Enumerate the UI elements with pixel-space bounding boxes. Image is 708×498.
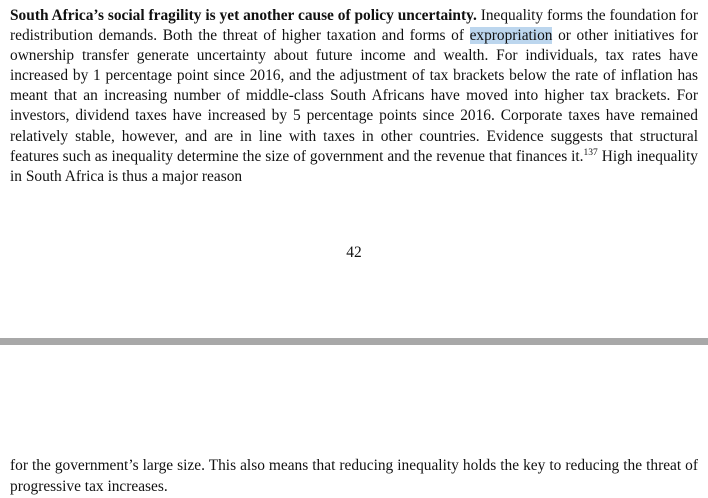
- lead-sentence: South Africa’s social fragility is yet another cause of policy uncertainty.: [10, 7, 477, 24]
- paragraph-text: High inequality in South Africa is thus a major reason: [10, 147, 698, 185]
- footnote-reference[interactable]: 137: [583, 147, 598, 158]
- paragraph-continuation: for the government’s large size. This also means that reducing inequality holds the key to reducing the threat of progressive tax increases.: [10, 457, 698, 495]
- paragraph-text: or other initiatives for ownership transfer generate uncertainty about future income and wealth. For individuals, tax rates have increased by 1 percentage point since 2016, and the adjustment of tax brackets below the rate of inflation has meant that an increasing number of middle-class South Africans have moved into higher tax brackets. For investors, dividend taxes have increased by 5 percentage points since 2016. Corporate taxes have remained relatively stable, however, and are in line with taxes in other countries. Evidence suggests that structural features such as inequality determine the size of government and the revenue that finances it.: [10, 27, 698, 165]
- page-separator: [0, 338, 708, 345]
- page-number: 42: [346, 244, 362, 261]
- paragraph-policy-uncertainty: [10, 6, 698, 187]
- selected-word-highlight[interactable]: expropriation: [469, 27, 553, 45]
- paragraph-text: Inequality forms the foundation for redistribution demands. Both the threat of higher taxation and forms of: [10, 7, 698, 45]
